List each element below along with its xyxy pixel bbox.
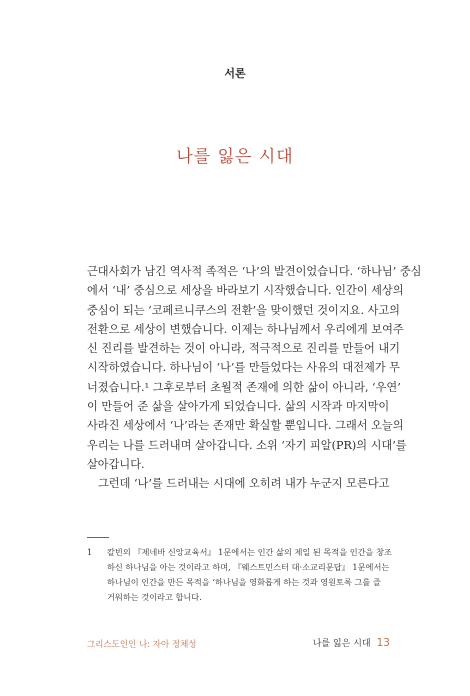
- footnote-number: 1: [87, 547, 93, 557]
- footer-book-title: 그리스도인인 나: 자아 정체성: [87, 640, 197, 650]
- body-line: 그런데 ‘나’를 드러내는 시대에 오히려 내가 누군지 모른다고: [98, 477, 390, 491]
- section-label: 서론: [224, 67, 246, 80]
- footnote-line: 하나님이 인간을 만든 목적을 ‘하나님을 영화롭게 하는 것과 영원토록 그를 즐: [107, 577, 381, 587]
- footnote-line: 거워하는 것이라고 합니다.: [107, 592, 202, 602]
- footnote-line: 하신 하나님을 아는 것이라고 하며, 『웨스트민스터 대·소교리문답』 1문에서는: [107, 562, 390, 572]
- body-line: 사라진 세상에서 ‘나’라는 존재만 확실할 뿐입니다. 그래서 오늘의: [87, 419, 404, 433]
- body-line: 우리는 나를 드러내며 살아갑니다. 소위 ‘자기 피알(PR)의 시대’를: [87, 438, 407, 452]
- footnote-body: [107, 545, 392, 605]
- body-line: 근대사회가 남긴 역사적 족적은 ‘나’의 발견이었습니다. ‘하나님’ 중심: [87, 265, 422, 278]
- footnote-divider: [87, 537, 109, 538]
- footer-chapter-title: 나를 잃은 시대: [312, 639, 371, 649]
- page-number: 13: [376, 637, 390, 649]
- footnote: [87, 545, 392, 605]
- body-line: 살아갑니다.: [87, 457, 145, 471]
- body-line: 에서 ‘내’ 중심으로 세상을 바라보기 시작했습니다. 인간이 세상의: [87, 284, 404, 298]
- body-line: 시작하였습니다. 하나님이 ‘나’를 만들었다는 사유의 대전제가 무: [87, 361, 400, 375]
- chapter-title: 나를 잃은 시대: [176, 147, 294, 167]
- body-line: 이 만들어 준 삶을 살아가게 되었습니다. 삶의 시작과 마지막이: [87, 400, 390, 414]
- body-line: 신 진리를 발견하는 것이 아니라, 적극적으로 진리를 만들어 내기: [87, 342, 400, 356]
- body-line: 전환으로 세상이 변했습니다. 이제는 하나님께서 우리에게 보여주: [87, 322, 404, 336]
- footer-running-head: [313, 636, 390, 649]
- body-line: 너졌습니다.¹ 그후로부터 초월적 존재에 의한 삶이 아니라, ‘우연’: [87, 380, 401, 394]
- body-paragraphs: [87, 262, 422, 494]
- footnote-line: 칼빈의 『제네바 신앙교육서』 1문에서는 인간 삶의 제일 된 목적을 인간을 창조: [107, 547, 392, 557]
- body-line: 중심이 되는 ‘코페르니쿠스의 전환’을 맞이했던 것이지요. 사고의: [87, 303, 400, 317]
